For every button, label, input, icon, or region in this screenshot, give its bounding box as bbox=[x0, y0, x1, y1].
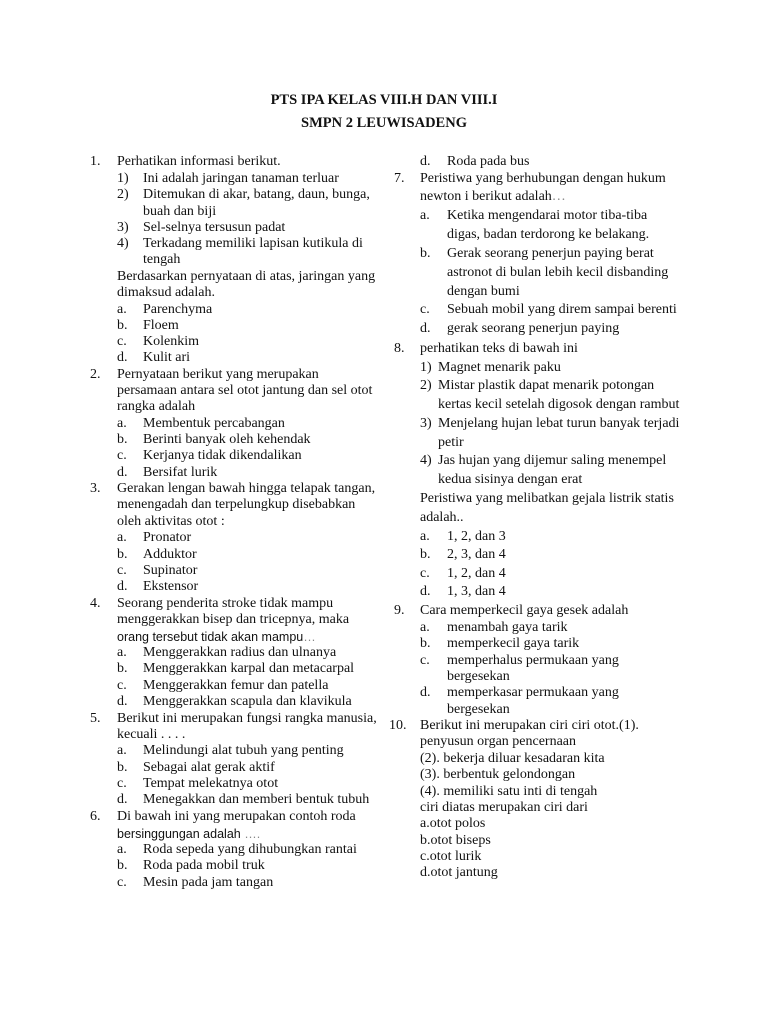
option-letter: d. bbox=[117, 579, 128, 594]
option-text: d.otot jantung bbox=[420, 865, 498, 880]
question-number: 6. bbox=[90, 809, 101, 824]
option-letter: c. bbox=[420, 566, 430, 581]
option-text: Ekstensor bbox=[143, 579, 199, 594]
question-number: 10. bbox=[389, 718, 407, 733]
question-number: 4. bbox=[90, 596, 101, 611]
question-text: perhatikan teks di bawah ini bbox=[420, 341, 578, 356]
question-number: 7. bbox=[394, 171, 405, 186]
option-text: Adduktor bbox=[143, 547, 197, 562]
page-title: PTS IPA KELAS VIII.H DAN VIII.I bbox=[270, 92, 498, 108]
ellipsis: …. bbox=[240, 827, 261, 841]
question-stem: dimaksud adalah. bbox=[117, 285, 215, 300]
question-text bbox=[117, 826, 260, 842]
option-text: 1, 2, dan 3 bbox=[447, 529, 506, 544]
option-text: Berinti banyak oleh kehendak bbox=[143, 432, 311, 447]
option-letter: a. bbox=[420, 529, 430, 544]
option-letter: d. bbox=[117, 792, 128, 807]
option-text: 1, 3, dan 4 bbox=[447, 584, 506, 599]
option-text: Ketika mengendarai motor tiba-tiba bbox=[447, 208, 648, 223]
option-text: Kulit ari bbox=[143, 350, 191, 365]
option-text: gerak seorang penerjun paying bbox=[447, 321, 620, 336]
option-letter: c. bbox=[117, 678, 127, 693]
option-text: Kolenkim bbox=[143, 334, 199, 349]
option-text: Pronator bbox=[143, 530, 192, 545]
list-item: kertas kecil setelah digosok dengan rambut bbox=[438, 397, 680, 412]
question-text: (3). berbentuk gelondongan bbox=[420, 767, 576, 782]
question-text: Gerakan lengan bawah hingga telapak tangan, bbox=[117, 481, 376, 496]
list-item: tengah bbox=[143, 252, 181, 267]
option-text: Roda sepeda yang dihubungkan rantai bbox=[143, 842, 357, 857]
option-letter: d. bbox=[420, 154, 431, 169]
list-number: 3) bbox=[117, 220, 129, 235]
option-letter: b. bbox=[420, 636, 431, 651]
question-stem: adalah.. bbox=[420, 510, 464, 525]
option-text: astronot di bulan lebih kecil disbanding bbox=[447, 265, 669, 280]
question-text: (4). memiliki satu inti di tengah bbox=[420, 784, 598, 799]
option-text: memperhalus permukaan yang bbox=[447, 653, 619, 668]
option-text: Kerjanya tidak dikendalikan bbox=[143, 448, 302, 463]
list-item: kedua sisinya dengan erat bbox=[438, 472, 583, 487]
option-letter: c. bbox=[117, 334, 127, 349]
option-text: Bersifat lurik bbox=[143, 465, 218, 480]
option-letter: a. bbox=[420, 208, 430, 223]
option-letter: a. bbox=[117, 530, 127, 545]
option-letter: b. bbox=[117, 858, 128, 873]
option-letter: a. bbox=[117, 645, 127, 660]
option-text: b.otot biseps bbox=[420, 833, 491, 848]
option-text: Roda pada bus bbox=[447, 154, 530, 169]
option-text: Melindungi alat tubuh yang penting bbox=[143, 743, 344, 758]
question-text: menggerakkan bisep dan tricepnya, maka bbox=[117, 612, 350, 627]
option-letter: a. bbox=[117, 743, 127, 758]
list-number: 4) bbox=[420, 453, 432, 468]
option-text: dengan bumi bbox=[447, 284, 520, 299]
list-number: 2) bbox=[117, 187, 129, 202]
option-text: bergesekan bbox=[447, 669, 510, 684]
option-text: memperkasar permukaan yang bbox=[447, 685, 619, 700]
option-text: Tempat melekatnya otot bbox=[143, 776, 279, 791]
option-letter: b. bbox=[420, 547, 431, 562]
list-item: Ini adalah jaringan tanaman terluar bbox=[143, 171, 339, 186]
list-number: 1) bbox=[117, 171, 129, 186]
option-letter: b. bbox=[420, 246, 431, 261]
question-text: (2). bekerja diluar kesadaran kita bbox=[420, 751, 605, 766]
option-text: Parenchyma bbox=[143, 302, 213, 317]
option-letter: b. bbox=[117, 547, 128, 562]
question-text: persamaan antara sel otot jantung dan sel otot bbox=[117, 383, 373, 398]
question-text bbox=[420, 189, 566, 205]
option-letter: d. bbox=[117, 694, 128, 709]
option-letter: a. bbox=[117, 842, 127, 857]
question-text: menengadah dan terpelungkup disebabkan bbox=[117, 497, 356, 512]
list-number: 1) bbox=[420, 360, 432, 375]
option-text: Mesin pada jam tangan bbox=[143, 875, 274, 890]
option-letter: a. bbox=[420, 620, 430, 635]
question-text: Seorang penderita stroke tidak mampu bbox=[117, 596, 334, 611]
option-text: Membentuk percabangan bbox=[143, 416, 285, 431]
option-text: Roda pada mobil truk bbox=[143, 858, 265, 873]
list-item: petir bbox=[438, 435, 464, 450]
option-text: Sebuah mobil yang direm sampai berenti bbox=[447, 302, 677, 317]
list-number: 2) bbox=[420, 378, 432, 393]
option-text: Sebagai alat gerak aktif bbox=[143, 760, 275, 775]
question-text: Cara memperkecil gaya gesek adalah bbox=[420, 603, 629, 618]
list-item: buah dan biji bbox=[143, 204, 217, 219]
option-text: menambah gaya tarik bbox=[447, 620, 568, 635]
option-letter: a. bbox=[117, 302, 127, 317]
ellipsis: … bbox=[551, 189, 566, 204]
ellipsis: … bbox=[303, 630, 316, 644]
option-letter: d. bbox=[117, 465, 128, 480]
question-text: Peristiwa yang berhubungan dengan hukum bbox=[420, 171, 666, 186]
list-number: 4) bbox=[117, 236, 129, 251]
question-text: oleh aktivitas otot : bbox=[117, 514, 225, 529]
option-text: Menggerakkan scapula dan klavikula bbox=[143, 694, 352, 709]
option-text: Menggerakkan karpal dan metacarpal bbox=[143, 661, 355, 676]
option-letter: c. bbox=[117, 563, 127, 578]
list-item: Magnet menarik paku bbox=[438, 360, 561, 375]
option-text: c.otot lurik bbox=[420, 849, 482, 864]
option-text: 1, 2, dan 4 bbox=[447, 566, 506, 581]
option-letter: c. bbox=[420, 302, 430, 317]
list-item: Jas hujan yang dijemur saling menempel bbox=[438, 453, 667, 468]
option-letter: c. bbox=[117, 448, 127, 463]
school-name: SMPN 2 LEUWISADENG bbox=[301, 115, 467, 131]
question-number: 9. bbox=[394, 603, 405, 618]
question-number: 3. bbox=[90, 481, 101, 496]
option-letter: a. bbox=[117, 416, 127, 431]
option-text: Floem bbox=[143, 318, 179, 333]
question-number: 8. bbox=[394, 341, 405, 356]
list-item: Menjelang hujan lebat turun banyak terjadi bbox=[438, 416, 680, 431]
option-text: Menegakkan dan memberi bentuk tubuh bbox=[143, 792, 370, 807]
option-letter: c. bbox=[117, 875, 127, 890]
question-text: Berikut ini merupakan ciri ciri otot.(1). bbox=[420, 718, 639, 733]
question-stem: Peristiwa yang melibatkan gejala listrik statis bbox=[420, 491, 674, 506]
question-stem: Berdasarkan pernyataan di atas, jaringan yang bbox=[117, 269, 376, 284]
question-text bbox=[117, 629, 316, 645]
list-item: Sel-selnya tersusun padat bbox=[143, 220, 286, 235]
option-letter: d. bbox=[420, 321, 431, 336]
option-text: a.otot polos bbox=[420, 816, 486, 831]
option-letter: b. bbox=[117, 760, 128, 775]
question-text: rangka adalah bbox=[117, 399, 196, 414]
option-letter: d. bbox=[117, 350, 128, 365]
option-letter: c. bbox=[420, 653, 430, 668]
list-item: Mistar plastik dapat menarik potongan bbox=[438, 378, 655, 393]
option-text: Supinator bbox=[143, 563, 198, 578]
option-text: memperkecil gaya tarik bbox=[447, 636, 580, 651]
list-number: 3) bbox=[420, 416, 432, 431]
option-letter: b. bbox=[117, 661, 128, 676]
question-number: 1. bbox=[90, 154, 101, 169]
question-text: ciri diatas merupakan ciri dari bbox=[420, 800, 588, 815]
question-text: penyusun organ pencernaan bbox=[420, 734, 577, 749]
option-text: bergesekan bbox=[447, 702, 510, 717]
question-text-part: newton i berikut adalah bbox=[420, 189, 552, 204]
list-item: Ditemukan di akar, batang, daun, bunga, bbox=[143, 187, 370, 202]
option-text: 2, 3, dan 4 bbox=[447, 547, 506, 562]
option-letter: b. bbox=[117, 318, 128, 333]
option-text: Gerak seorang penerjun paying berat bbox=[447, 246, 654, 261]
question-text: Di bawah ini yang merupakan contoh roda bbox=[117, 809, 356, 824]
option-letter: c. bbox=[117, 776, 127, 791]
question-text-part: bersinggungan adalah bbox=[117, 827, 241, 841]
option-text: Menggerakkan radius dan ulnanya bbox=[143, 645, 337, 660]
option-letter: b. bbox=[117, 432, 128, 447]
option-text: Menggerakkan femur dan patella bbox=[143, 678, 329, 693]
option-letter: d. bbox=[420, 685, 431, 700]
question-text-part: orang tersebut tidak akan mampu bbox=[117, 630, 304, 644]
question-text: Perhatikan informasi berikut. bbox=[117, 154, 281, 169]
list-item: Terkadang memiliki lapisan kutikula di bbox=[143, 236, 363, 251]
question-text: kecuali . . . . bbox=[117, 727, 186, 742]
option-letter: d. bbox=[420, 584, 431, 599]
question-text: Berikut ini merupakan fungsi rangka manusia, bbox=[117, 711, 377, 726]
question-number: 5. bbox=[90, 711, 101, 726]
option-text: digas, badan terdorong ke belakang. bbox=[447, 227, 650, 242]
question-number: 2. bbox=[90, 367, 101, 382]
question-text: Pernyataan berikut yang merupakan bbox=[117, 367, 319, 382]
